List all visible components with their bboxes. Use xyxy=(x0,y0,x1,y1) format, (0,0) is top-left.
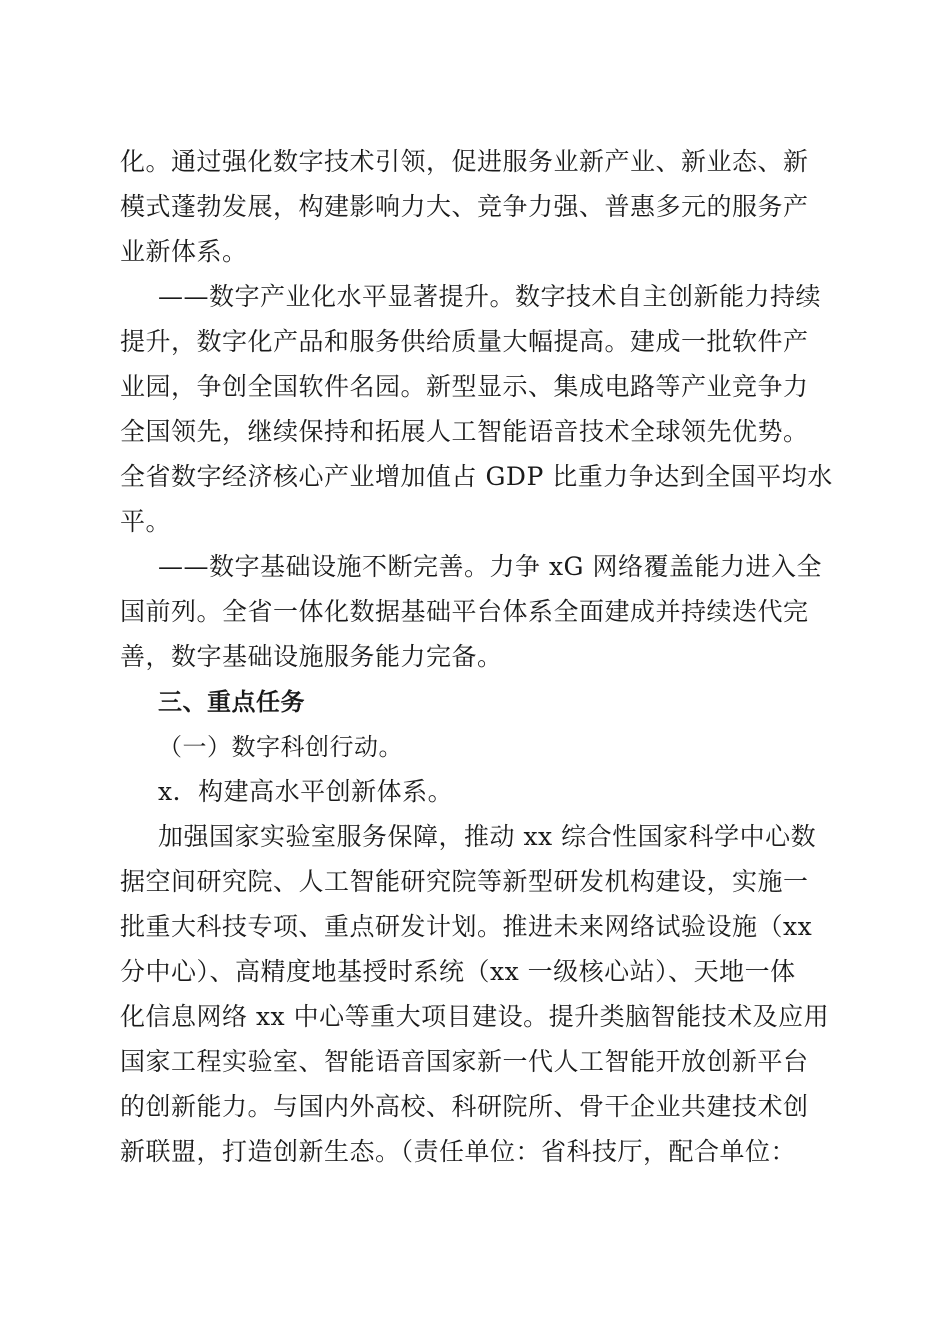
paragraph-line: 据空间研究院、人工智能研究院等新型研发机构建设，实施一 xyxy=(120,867,809,896)
paragraph-line: 国家工程实验室、智能语音国家新一代人工智能开放创新平台 xyxy=(120,1047,809,1076)
paragraph-line: 业园，争创全国软件名园。新型显示、集成电路等产业竞争力 xyxy=(120,372,809,401)
paragraph-line: 平。 xyxy=(120,507,172,536)
paragraph-line: 全省数字经济核心产业增加值占 GDP 比重力争达到全国平均水 xyxy=(120,462,833,491)
paragraph-line: 新联盟，打造创新生态。（责任单位：省科技厅，配合单位： xyxy=(120,1137,797,1166)
item-heading: x．构建高水平创新体系。 xyxy=(158,777,454,806)
paragraph-line: 业新体系。 xyxy=(120,237,248,266)
section-heading: 三、重点任务 xyxy=(158,688,305,716)
paragraph-line: 提升，数字化产品和服务供给质量大幅提高。建成一批软件产 xyxy=(120,327,809,356)
paragraph-line: 模式蓬勃发展，构建影响力大、竞争力强、普惠多元的服务产 xyxy=(120,192,809,221)
paragraph-line: 善，数字基础设施服务能力完备。 xyxy=(120,642,503,671)
subsection-heading: （一）数字科创行动。 xyxy=(158,733,403,761)
paragraph-line: 批重大科技专项、重点研发计划。推进未来网络试验设施（xx xyxy=(120,912,813,941)
paragraph-line: 国前列。全省一体化数据基础平台体系全面建成并持续迭代完 xyxy=(120,597,809,626)
paragraph-line: 全国领先，继续保持和拓展人工智能语音技术全球领先优势。 xyxy=(120,417,809,446)
paragraph-line: ——数字产业化水平显著提升。数字技术自主创新能力持续 xyxy=(158,282,822,311)
paragraph-line: 分中心）、高精度地基授时系统（xx 一级核心站）、天地一体 xyxy=(120,957,796,986)
paragraph-line: ——数字基础设施不断完善。力争 xG 网络覆盖能力进入全 xyxy=(158,552,822,581)
paragraph-line: 化信息网络 xx 中心等重大项目建设。提升类脑智能技术及应用 xyxy=(120,1002,830,1031)
paragraph-line: 化。通过强化数字技术引领，促进服务业新产业、新业态、新 xyxy=(120,147,809,176)
paragraph-line: 的创新能力。与国内外高校、科研院所、骨干企业共建技术创 xyxy=(120,1092,809,1121)
paragraph-line: 加强国家实验室服务保障，推动 xx 综合性国家科学中心数 xyxy=(158,822,817,851)
